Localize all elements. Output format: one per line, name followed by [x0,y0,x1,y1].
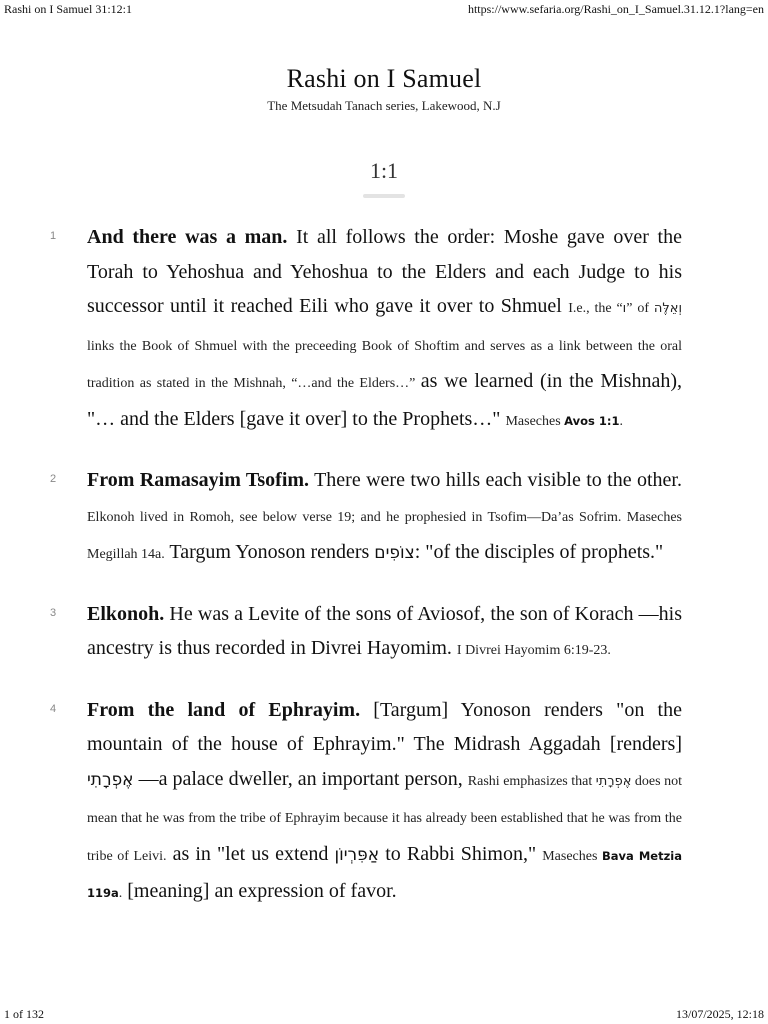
edition-line: The Metsudah Tanach series, Lakewood, N.J [267,98,501,113]
comment-body-text: as in "let us extend [166,842,335,865]
print-page-title: Rashi on I Samuel 31:12:1 [4,2,132,16]
comment-body-text: [Targum] Yonoson renders "on the mountain of the house of Ephrayim." The Midrash Aggadah [renders] [87,698,682,755]
comment-body-text: [meaning] an expression of favor. [122,880,397,902]
comment-body-text: It all follows the order: Moshe gave over the Torah to Yehoshua and Yehoshua to the Elders and each Judge to his successor until it reached Eili who gave it over to Shmuel [87,226,682,317]
hebrew-word: אֶפְרָתִי [595,773,632,789]
footnote-text: . [619,413,623,429]
hebrew-word: אַפִּרְיוֹן [334,844,380,865]
footnote-text: I.e., the “ [568,301,623,316]
source-reference: Bava Metzia 119a [87,848,682,900]
hebrew-word: וְאֵלֶּה [653,301,682,316]
comment-4 [0,693,768,912]
footnote-text: links the Book of Shmuel with the preceeding Book of Shoftim and serves as a link between the oral tradition as stated in the Mishnah, “…and the Elders…” [87,338,682,391]
comment-body-text: There were two hills each visible to the other. [309,469,682,491]
comment-body-text: to Rabbi Shimon," [379,842,543,865]
comment-1 [0,220,768,439]
comment-body-text: as we learned (in the Mishnah), "… and the Elders [gave it over] to the Prophets…" [87,370,682,430]
comment-text [87,597,682,669]
comment-2 [0,463,768,573]
hebrew-word: צוֹפִים [374,543,415,563]
page-counter: 1 of 132 [4,1007,44,1021]
comment-body-text: Targum Yonoson renders [164,541,375,563]
chapter-block [0,158,768,198]
comment-heading: From Ramasayim Tsofim. [87,469,310,491]
comment-heading: And there was a man. [87,226,288,248]
footnote-text: Maseches [542,848,602,864]
print-footer [4,1007,764,1022]
chapter-ref[interactable]: 1:1 [369,158,399,183]
footnote-text: ” of [626,301,654,316]
footnote-text: . [118,886,123,901]
hebrew-word: ו [622,301,627,316]
comment-number[interactable]: 4 [50,702,57,715]
footnote-text: Maseches [505,413,565,429]
chapter-divider [363,194,405,198]
print-url: https://www.sefaria.org/Rashi_on_I_Samuel.31.12.1?lang=en [467,2,764,16]
comment-body-text: —a palace dweller, an important person, [133,767,468,790]
comment-text [87,463,682,573]
print-header [4,2,764,17]
print-datetime: 13/07/2025, 12:18 [675,1007,764,1021]
comment-number[interactable]: 1 [50,230,57,242]
book-title: Rashi on I Samuel [286,64,482,93]
footnote: Elkonoh lived in Romoh, see below verse 19; and he prophesied in Tsofim—Da’as Sofrim. Maseches Megillah 14a. [87,509,682,562]
footnote: I Divrei Hayomim 6:19-23. [456,643,611,658]
footnote [505,414,623,429]
comment-number[interactable]: 2 [50,473,57,485]
comment-heading: From the land of Ephrayim. [87,698,361,721]
comment-text [87,693,682,912]
hebrew-word: אֶפְרָתִי [87,769,134,790]
comment-body-text: He was a Levite of the sons of Aviosof, the son of Korach —his ancestry is thus recorded in Divrei Hayomim. [87,602,682,659]
comments-list [0,220,768,936]
comment-heading: Elkonoh. [87,602,165,625]
title-block [0,64,768,114]
footnote-text: Rashi emphasizes that [467,773,596,789]
comment-body-text: : "of the disciples of prophets." [414,541,664,563]
comment-text [87,220,682,439]
source-reference: Avos 1:1 [564,413,620,428]
comment-number[interactable]: 3 [50,606,57,619]
comment-3 [0,597,768,669]
footnote-text: does not mean that he was from the tribe of Ephrayim because it has already been established that he was from the tribe of Leivi. [87,773,682,864]
